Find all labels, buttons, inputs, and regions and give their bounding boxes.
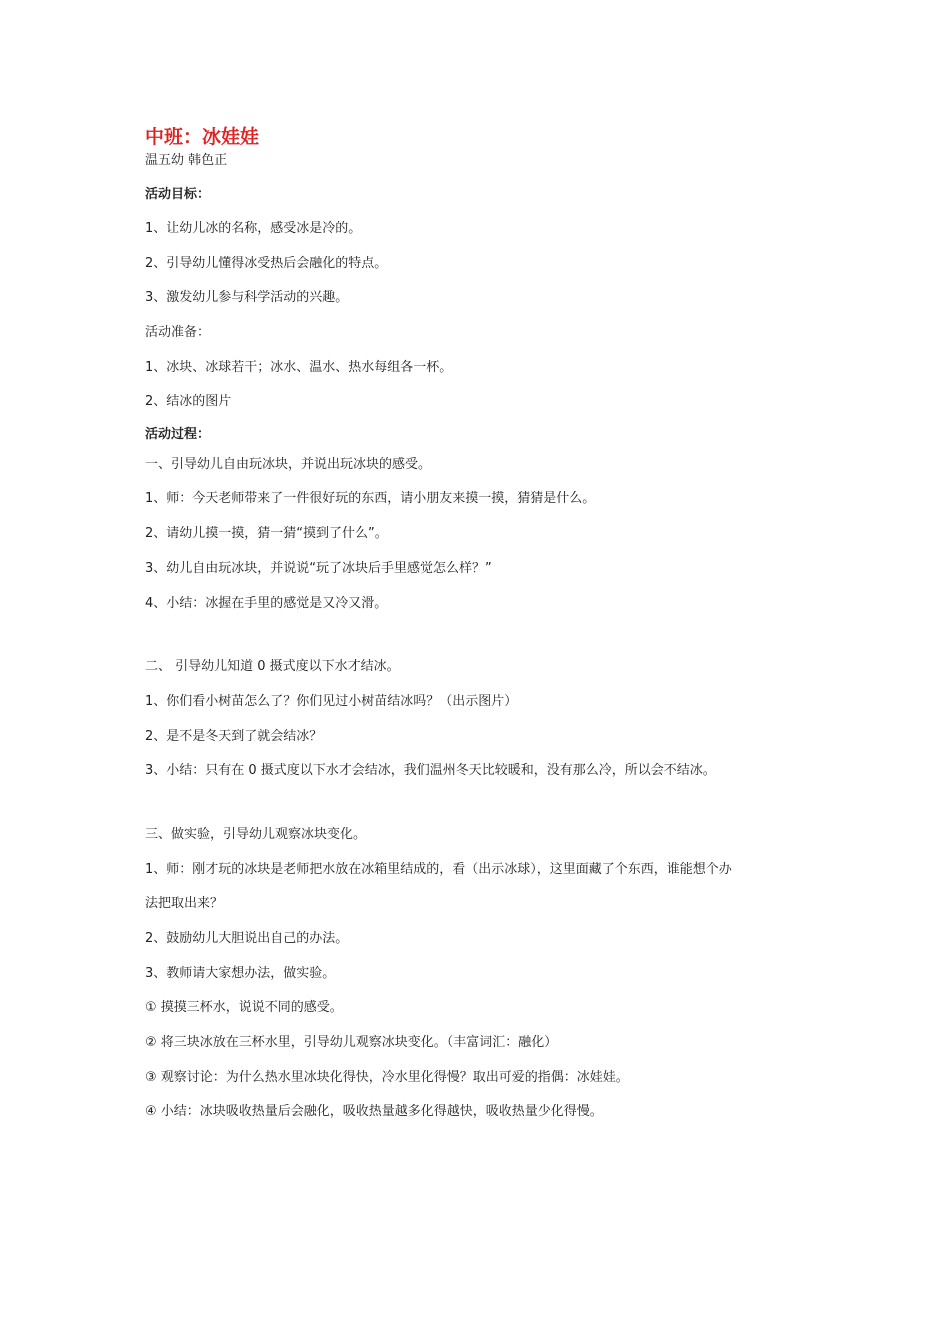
process-heading: 活动过程： bbox=[145, 427, 211, 442]
section3-item-1-line2: 法把取出来？ bbox=[145, 896, 224, 911]
section3-item-3: 3、教师请大家想办法，做实验。 bbox=[145, 966, 336, 981]
section3-item-2: 2、鼓励幼儿大胆说出自己的办法。 bbox=[145, 931, 349, 946]
section2-item-1: 1、你们看小树苗怎么了？你们见过小树苗结冰吗？（出示图片） bbox=[145, 694, 518, 709]
section2-item-3: 3、小结：只有在 0 摄式度以下水才会结冰，我们温州冬天比较暖和，没有那么冷，所以会不结冰。 bbox=[145, 763, 716, 778]
document-title: 中班：冰娃娃 bbox=[145, 126, 260, 148]
prep-item-2: 2、结冰的图片 bbox=[145, 394, 232, 409]
section1-heading: 一、引导幼儿自由玩冰块，并说出玩冰块的感受。 bbox=[145, 457, 432, 472]
section2-item-2: 2、是不是冬天到了就会结冰？ bbox=[145, 729, 323, 744]
prep-item-1: 1、冰块、冰球若干；冰水、温水、热水每组各一杯。 bbox=[145, 360, 453, 375]
section2-heading: 二、 引导幼儿知道 0 摄式度以下水才结冰。 bbox=[145, 659, 400, 674]
section1-item-3: 3、幼儿自由玩冰块，并说说“玩了冰块后手里感觉怎么样？” bbox=[145, 561, 492, 576]
section3-item-1-line1: 1、师：刚才玩的冰块是老师把水放在冰箱里结成的，看（出示冰球），这里面藏了个东西，谁能想个办 bbox=[145, 862, 732, 877]
section1-item-1: 1、师：今天老师带来了一件很好玩的东西，请小朋友来摸一摸，猜猜是什么。 bbox=[145, 491, 596, 506]
goal-item-2: 2、引导幼儿懂得冰受热后会融化的特点。 bbox=[145, 256, 388, 271]
goal-item-3: 3、激发幼儿参与科学活动的兴趣。 bbox=[145, 290, 349, 305]
section3-step-2: ② 将三块冰放在三杯水里，引导幼儿观察冰块变化。（丰富词汇：融化） bbox=[145, 1035, 558, 1050]
section3-step-4: ④ 小结：冰块吸收热量后会融化，吸收热量越多化得越快，吸收热量少化得慢。 bbox=[145, 1104, 603, 1119]
section3-step-1: ① 摸摸三杯水，说说不同的感受。 bbox=[145, 1000, 343, 1015]
section3-heading: 三、做实验，引导幼儿观察冰块变化。 bbox=[145, 827, 367, 842]
section1-item-2: 2、请幼儿摸一摸，猜一猜“摸到了什么”。 bbox=[145, 526, 388, 541]
section1-item-4: 4、小结：冰握在手里的感觉是又冷又滑。 bbox=[145, 596, 388, 611]
goal-item-1: 1、让幼儿冰的名称，感受冰是冷的。 bbox=[145, 221, 362, 236]
goals-heading: 活动目标： bbox=[145, 187, 211, 202]
section3-step-3: ③ 观察讨论：为什么热水里冰块化得快，冷水里化得慢？取出可爱的指偶：冰娃娃。 bbox=[145, 1070, 629, 1085]
prep-heading: 活动准备： bbox=[145, 325, 211, 340]
author-line: 温五幼 韩色正 bbox=[145, 153, 228, 168]
